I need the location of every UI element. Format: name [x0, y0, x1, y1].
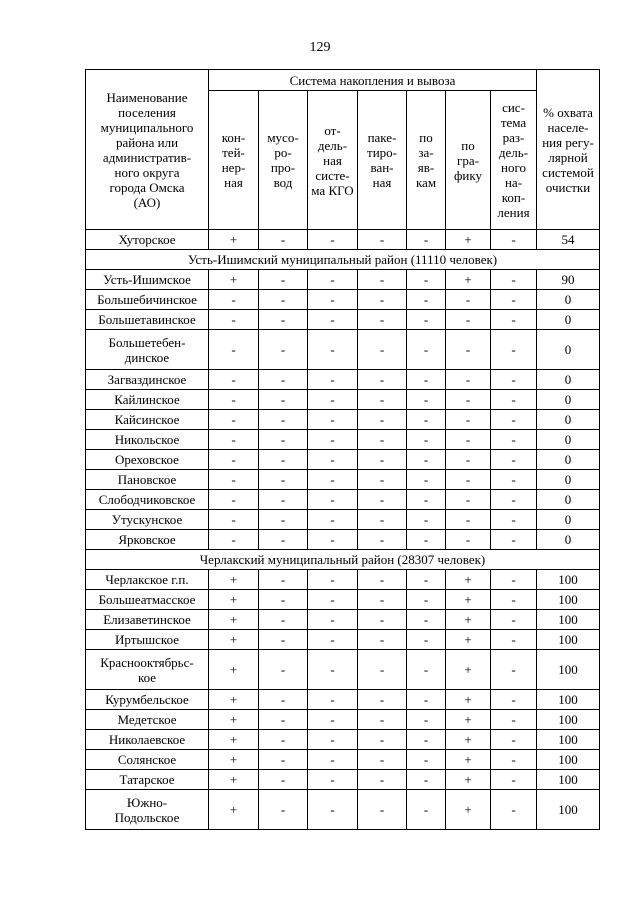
settlement-name	[86, 330, 209, 370]
system-mark: -	[446, 310, 491, 330]
header-on-schedule: по гра- фику	[446, 91, 491, 230]
system-mark: -	[209, 290, 259, 310]
system-mark: -	[308, 310, 358, 330]
system-mark: -	[259, 730, 308, 750]
system-mark: -	[446, 370, 491, 390]
settlement-name-text: Слободчиковское	[98, 492, 196, 507]
system-mark: +	[209, 230, 259, 250]
header-chute: мусо- ро- про- вод	[259, 91, 308, 230]
system-mark: -	[358, 470, 407, 490]
system-mark: -	[308, 430, 358, 450]
settlement-name-text: Николаевское	[108, 732, 186, 747]
system-mark: -	[308, 450, 358, 470]
settlement-name-text: Хуторское	[118, 232, 176, 247]
district-title: Черлакский муниципальный район (28307 человек)	[86, 550, 600, 570]
district-header-row	[86, 550, 600, 570]
system-mark: -	[491, 710, 537, 730]
system-mark: -	[358, 450, 407, 470]
system-mark: -	[491, 410, 537, 430]
coverage-percent: 90	[537, 270, 600, 290]
system-mark: -	[358, 750, 407, 770]
coverage-percent: 100	[537, 790, 600, 830]
system-mark: -	[308, 330, 358, 370]
header-container: кон- тей- нер- ная	[209, 91, 259, 230]
table-body	[86, 230, 600, 830]
system-mark: +	[209, 610, 259, 630]
settlement-name-text: Кайлинское	[114, 392, 180, 407]
system-mark: -	[446, 390, 491, 410]
system-mark: -	[491, 390, 537, 410]
header-settlement-name: Наименование поселения муниципального района или административ- ного округа города Омска (АО)	[86, 70, 209, 230]
table-row	[86, 610, 600, 630]
system-mark: -	[491, 570, 537, 590]
table-row	[86, 370, 600, 390]
system-mark: -	[407, 510, 446, 530]
settlement-name-text: Утускунское	[111, 512, 183, 527]
table-row	[86, 330, 600, 370]
table-row	[86, 310, 600, 330]
system-mark: -	[308, 290, 358, 310]
system-mark: -	[491, 530, 537, 550]
settlement-name	[86, 770, 209, 790]
system-mark: -	[308, 410, 358, 430]
system-mark: -	[358, 330, 407, 370]
settlement-name	[86, 570, 209, 590]
system-mark: -	[491, 750, 537, 770]
system-mark: -	[308, 530, 358, 550]
system-mark: -	[209, 390, 259, 410]
settlement-name-text: Южно- Подольское	[114, 794, 180, 825]
system-mark: -	[407, 430, 446, 450]
table-row	[86, 270, 600, 290]
system-mark: -	[407, 530, 446, 550]
system-mark: -	[446, 470, 491, 490]
system-mark: -	[407, 330, 446, 370]
table-row	[86, 590, 600, 610]
system-mark: -	[358, 570, 407, 590]
table-row	[86, 410, 600, 430]
system-mark: -	[446, 450, 491, 470]
system-mark: -	[358, 790, 407, 830]
settlement-name-text: Большеатмасское	[98, 592, 196, 607]
page-number: 129	[309, 40, 331, 55]
system-mark: -	[308, 630, 358, 650]
system-mark: +	[209, 770, 259, 790]
system-mark: -	[407, 690, 446, 710]
coverage-percent: 0	[537, 530, 600, 550]
system-mark: -	[491, 590, 537, 610]
system-mark: -	[259, 710, 308, 730]
settlement-name-text: Загваздинское	[107, 372, 187, 387]
system-mark: -	[308, 270, 358, 290]
table-row	[86, 530, 600, 550]
coverage-percent: 54	[537, 230, 600, 250]
settlement-name-text: Татарское	[119, 772, 175, 787]
system-mark: -	[209, 370, 259, 390]
system-mark: +	[446, 230, 491, 250]
system-mark: -	[491, 470, 537, 490]
system-mark: +	[209, 750, 259, 770]
settlement-name	[86, 410, 209, 430]
system-mark: -	[407, 270, 446, 290]
settlement-name	[86, 230, 209, 250]
system-mark: -	[358, 390, 407, 410]
settlement-name-text: Большебичинское	[97, 292, 197, 307]
system-mark: -	[308, 570, 358, 590]
system-mark: -	[308, 510, 358, 530]
system-mark: -	[358, 490, 407, 510]
system-mark: -	[259, 370, 308, 390]
coverage-percent: 0	[537, 330, 600, 370]
system-mark: -	[407, 770, 446, 790]
system-mark: -	[209, 530, 259, 550]
system-mark: -	[308, 650, 358, 690]
system-mark: -	[308, 490, 358, 510]
table-row	[86, 290, 600, 310]
settlement-name-text: Ореховское	[115, 452, 179, 467]
system-mark: -	[259, 390, 308, 410]
system-mark: -	[407, 410, 446, 430]
system-mark: -	[491, 290, 537, 310]
system-mark: -	[491, 510, 537, 530]
coverage-percent: 0	[537, 290, 600, 310]
system-mark: -	[407, 370, 446, 390]
system-mark: -	[407, 310, 446, 330]
system-mark: +	[446, 270, 491, 290]
settlement-name	[86, 630, 209, 650]
system-mark: +	[209, 630, 259, 650]
system-mark: -	[358, 530, 407, 550]
coverage-percent: 0	[537, 310, 600, 330]
settlement-name	[86, 610, 209, 630]
system-mark: -	[358, 630, 407, 650]
coverage-percent: 0	[537, 510, 600, 530]
system-mark: -	[446, 490, 491, 510]
coverage-percent: 0	[537, 430, 600, 450]
system-mark: +	[446, 750, 491, 770]
settlement-name-text: Солянское	[117, 752, 177, 767]
system-mark: -	[358, 770, 407, 790]
settlement-name-text: Усть-Ишимское	[103, 272, 191, 287]
settlement-name-text: Пановское	[117, 472, 177, 487]
system-mark: -	[259, 410, 308, 430]
system-mark: -	[259, 570, 308, 590]
system-mark: -	[491, 690, 537, 710]
table-row	[86, 790, 600, 830]
system-mark: -	[446, 330, 491, 370]
system-mark: -	[259, 650, 308, 690]
system-mark: +	[209, 710, 259, 730]
system-mark: -	[358, 370, 407, 390]
header-bagged: паке- тиро- ван- ная	[358, 91, 407, 230]
coverage-percent: 100	[537, 610, 600, 630]
system-mark: +	[209, 790, 259, 830]
system-mark: -	[209, 310, 259, 330]
system-mark: -	[491, 370, 537, 390]
system-mark: -	[491, 430, 537, 450]
system-mark: +	[446, 790, 491, 830]
system-mark: -	[209, 430, 259, 450]
system-mark: +	[446, 630, 491, 650]
settlement-name	[86, 490, 209, 510]
header-on-request: по за- яв- кам	[407, 91, 446, 230]
system-mark: -	[308, 710, 358, 730]
settlement-name	[86, 710, 209, 730]
system-mark: +	[446, 650, 491, 690]
table-row	[86, 730, 600, 750]
settlement-name	[86, 790, 209, 830]
system-mark: -	[491, 230, 537, 250]
system-mark: -	[358, 290, 407, 310]
system-mark: -	[491, 310, 537, 330]
settlement-name-text: Краснооктябрьс- кое	[100, 654, 194, 685]
system-mark: -	[407, 730, 446, 750]
system-mark: -	[407, 230, 446, 250]
table-row	[86, 650, 600, 690]
settlement-name	[86, 310, 209, 330]
coverage-percent: 100	[537, 710, 600, 730]
table-row	[86, 430, 600, 450]
settlement-name	[86, 650, 209, 690]
system-mark: -	[407, 390, 446, 410]
coverage-percent: 100	[537, 750, 600, 770]
system-mark: -	[407, 790, 446, 830]
settlement-name-text: Медетское	[117, 712, 177, 727]
system-mark: -	[259, 270, 308, 290]
system-mark: -	[308, 610, 358, 630]
settlement-name	[86, 730, 209, 750]
system-mark: -	[407, 610, 446, 630]
district-title: Усть-Ишимский муниципальный район (11110 человек)	[86, 250, 600, 270]
coverage-percent: 0	[537, 410, 600, 430]
system-mark: -	[491, 650, 537, 690]
system-mark: -	[491, 790, 537, 830]
system-mark: -	[446, 290, 491, 310]
system-mark: -	[259, 330, 308, 370]
system-mark: -	[259, 690, 308, 710]
system-mark: -	[259, 630, 308, 650]
system-mark: -	[259, 530, 308, 550]
system-mark: -	[446, 410, 491, 430]
system-mark: +	[446, 570, 491, 590]
coverage-percent: 100	[537, 730, 600, 750]
system-mark: -	[491, 770, 537, 790]
settlement-name	[86, 290, 209, 310]
system-mark: -	[308, 390, 358, 410]
settlement-name	[86, 510, 209, 530]
system-mark: -	[446, 430, 491, 450]
settlement-name-text: Кайсинское	[114, 412, 180, 427]
system-mark: -	[308, 690, 358, 710]
system-mark: -	[446, 530, 491, 550]
system-mark: -	[308, 750, 358, 770]
table-row	[86, 450, 600, 470]
settlement-name-text: Елизаветинское	[103, 612, 191, 627]
system-mark: +	[209, 690, 259, 710]
system-mark: -	[407, 470, 446, 490]
system-mark: -	[308, 730, 358, 750]
system-mark: -	[358, 510, 407, 530]
settlement-name-text: Ярковское	[118, 532, 176, 547]
system-mark: -	[407, 650, 446, 690]
coverage-percent: 0	[537, 390, 600, 410]
system-mark: -	[308, 790, 358, 830]
system-mark: -	[407, 490, 446, 510]
settlement-name	[86, 370, 209, 390]
system-mark: -	[259, 770, 308, 790]
system-mark: +	[209, 650, 259, 690]
table-row	[86, 630, 600, 650]
district-header-row	[86, 250, 600, 270]
table-row	[86, 770, 600, 790]
system-mark: -	[259, 750, 308, 770]
system-mark: +	[446, 690, 491, 710]
settlement-name-text: Черлакское г.п.	[105, 572, 189, 587]
system-mark: -	[308, 230, 358, 250]
table-row	[86, 570, 600, 590]
system-mark: +	[209, 730, 259, 750]
system-mark: -	[259, 230, 308, 250]
system-mark: -	[491, 490, 537, 510]
system-mark: -	[358, 410, 407, 430]
settlement-name	[86, 470, 209, 490]
system-mark: -	[358, 730, 407, 750]
settlement-name-text: Никольское	[114, 432, 180, 447]
table-row	[86, 390, 600, 410]
system-mark: -	[407, 570, 446, 590]
settlement-name	[86, 590, 209, 610]
system-mark: -	[259, 430, 308, 450]
system-mark: -	[491, 450, 537, 470]
system-mark: -	[308, 470, 358, 490]
waste-collection-table	[85, 69, 600, 830]
system-mark: -	[209, 510, 259, 530]
system-mark: -	[491, 330, 537, 370]
settlement-name-text: Курумбельское	[105, 692, 189, 707]
settlement-name	[86, 450, 209, 470]
settlement-name-text: Иртышское	[115, 632, 179, 647]
system-mark: -	[209, 330, 259, 370]
system-mark: +	[446, 730, 491, 750]
coverage-percent: 100	[537, 690, 600, 710]
header-coverage-percent: % охвата населе- ния регу- лярной системой очистки	[537, 70, 600, 230]
system-mark: -	[209, 450, 259, 470]
system-mark: -	[491, 630, 537, 650]
system-mark: -	[259, 470, 308, 490]
settlement-name-text: Большетавинское	[98, 312, 196, 327]
system-mark: -	[259, 610, 308, 630]
system-mark: -	[209, 410, 259, 430]
system-mark: -	[407, 450, 446, 470]
system-mark: -	[358, 650, 407, 690]
system-mark: +	[209, 590, 259, 610]
system-mark: -	[491, 610, 537, 630]
coverage-percent: 100	[537, 630, 600, 650]
system-mark: -	[358, 710, 407, 730]
system-mark: -	[209, 470, 259, 490]
system-mark: -	[259, 490, 308, 510]
table-row	[86, 750, 600, 770]
system-mark: -	[407, 590, 446, 610]
settlement-name	[86, 390, 209, 410]
system-mark: -	[407, 290, 446, 310]
settlement-name	[86, 270, 209, 290]
header-system-group: Система накопления и вывоза	[209, 70, 537, 91]
system-mark: +	[446, 590, 491, 610]
system-mark: -	[491, 270, 537, 290]
system-mark: +	[446, 610, 491, 630]
settlement-name	[86, 430, 209, 450]
coverage-percent: 0	[537, 370, 600, 390]
settlement-name	[86, 530, 209, 550]
coverage-percent: 100	[537, 770, 600, 790]
table-row	[86, 230, 600, 250]
system-mark: -	[209, 490, 259, 510]
system-mark: +	[209, 270, 259, 290]
system-mark: -	[308, 590, 358, 610]
system-mark: -	[407, 750, 446, 770]
system-mark: -	[259, 510, 308, 530]
system-mark: -	[491, 730, 537, 750]
system-mark: -	[407, 630, 446, 650]
system-mark: -	[358, 430, 407, 450]
table-row	[86, 470, 600, 490]
system-mark: +	[446, 770, 491, 790]
system-mark: -	[358, 590, 407, 610]
system-mark: +	[209, 570, 259, 590]
table-row	[86, 690, 600, 710]
system-mark: -	[259, 450, 308, 470]
system-mark: -	[308, 370, 358, 390]
system-mark: -	[358, 610, 407, 630]
system-mark: -	[259, 790, 308, 830]
table-row	[86, 510, 600, 530]
system-mark: -	[259, 310, 308, 330]
system-mark: -	[259, 290, 308, 310]
system-mark: -	[358, 690, 407, 710]
coverage-percent: 100	[537, 590, 600, 610]
coverage-percent: 100	[537, 650, 600, 690]
system-mark: -	[358, 270, 407, 290]
settlement-name-text: Большетебен- динское	[108, 334, 186, 365]
header-bulky-waste-system: от- дель- ная систе- ма КГО	[308, 91, 358, 230]
header-separate-collection: сис- тема раз- дель- ного на- коп- ления	[491, 91, 537, 230]
system-mark: -	[446, 510, 491, 530]
table-row	[86, 710, 600, 730]
settlement-name	[86, 750, 209, 770]
table-row	[86, 490, 600, 510]
system-mark: -	[407, 710, 446, 730]
system-mark: -	[259, 590, 308, 610]
settlement-name	[86, 690, 209, 710]
system-mark: +	[446, 710, 491, 730]
coverage-percent: 0	[537, 470, 600, 490]
coverage-percent: 0	[537, 490, 600, 510]
coverage-percent: 0	[537, 450, 600, 470]
system-mark: -	[308, 770, 358, 790]
coverage-percent: 100	[537, 570, 600, 590]
system-mark: -	[358, 310, 407, 330]
system-mark: -	[358, 230, 407, 250]
